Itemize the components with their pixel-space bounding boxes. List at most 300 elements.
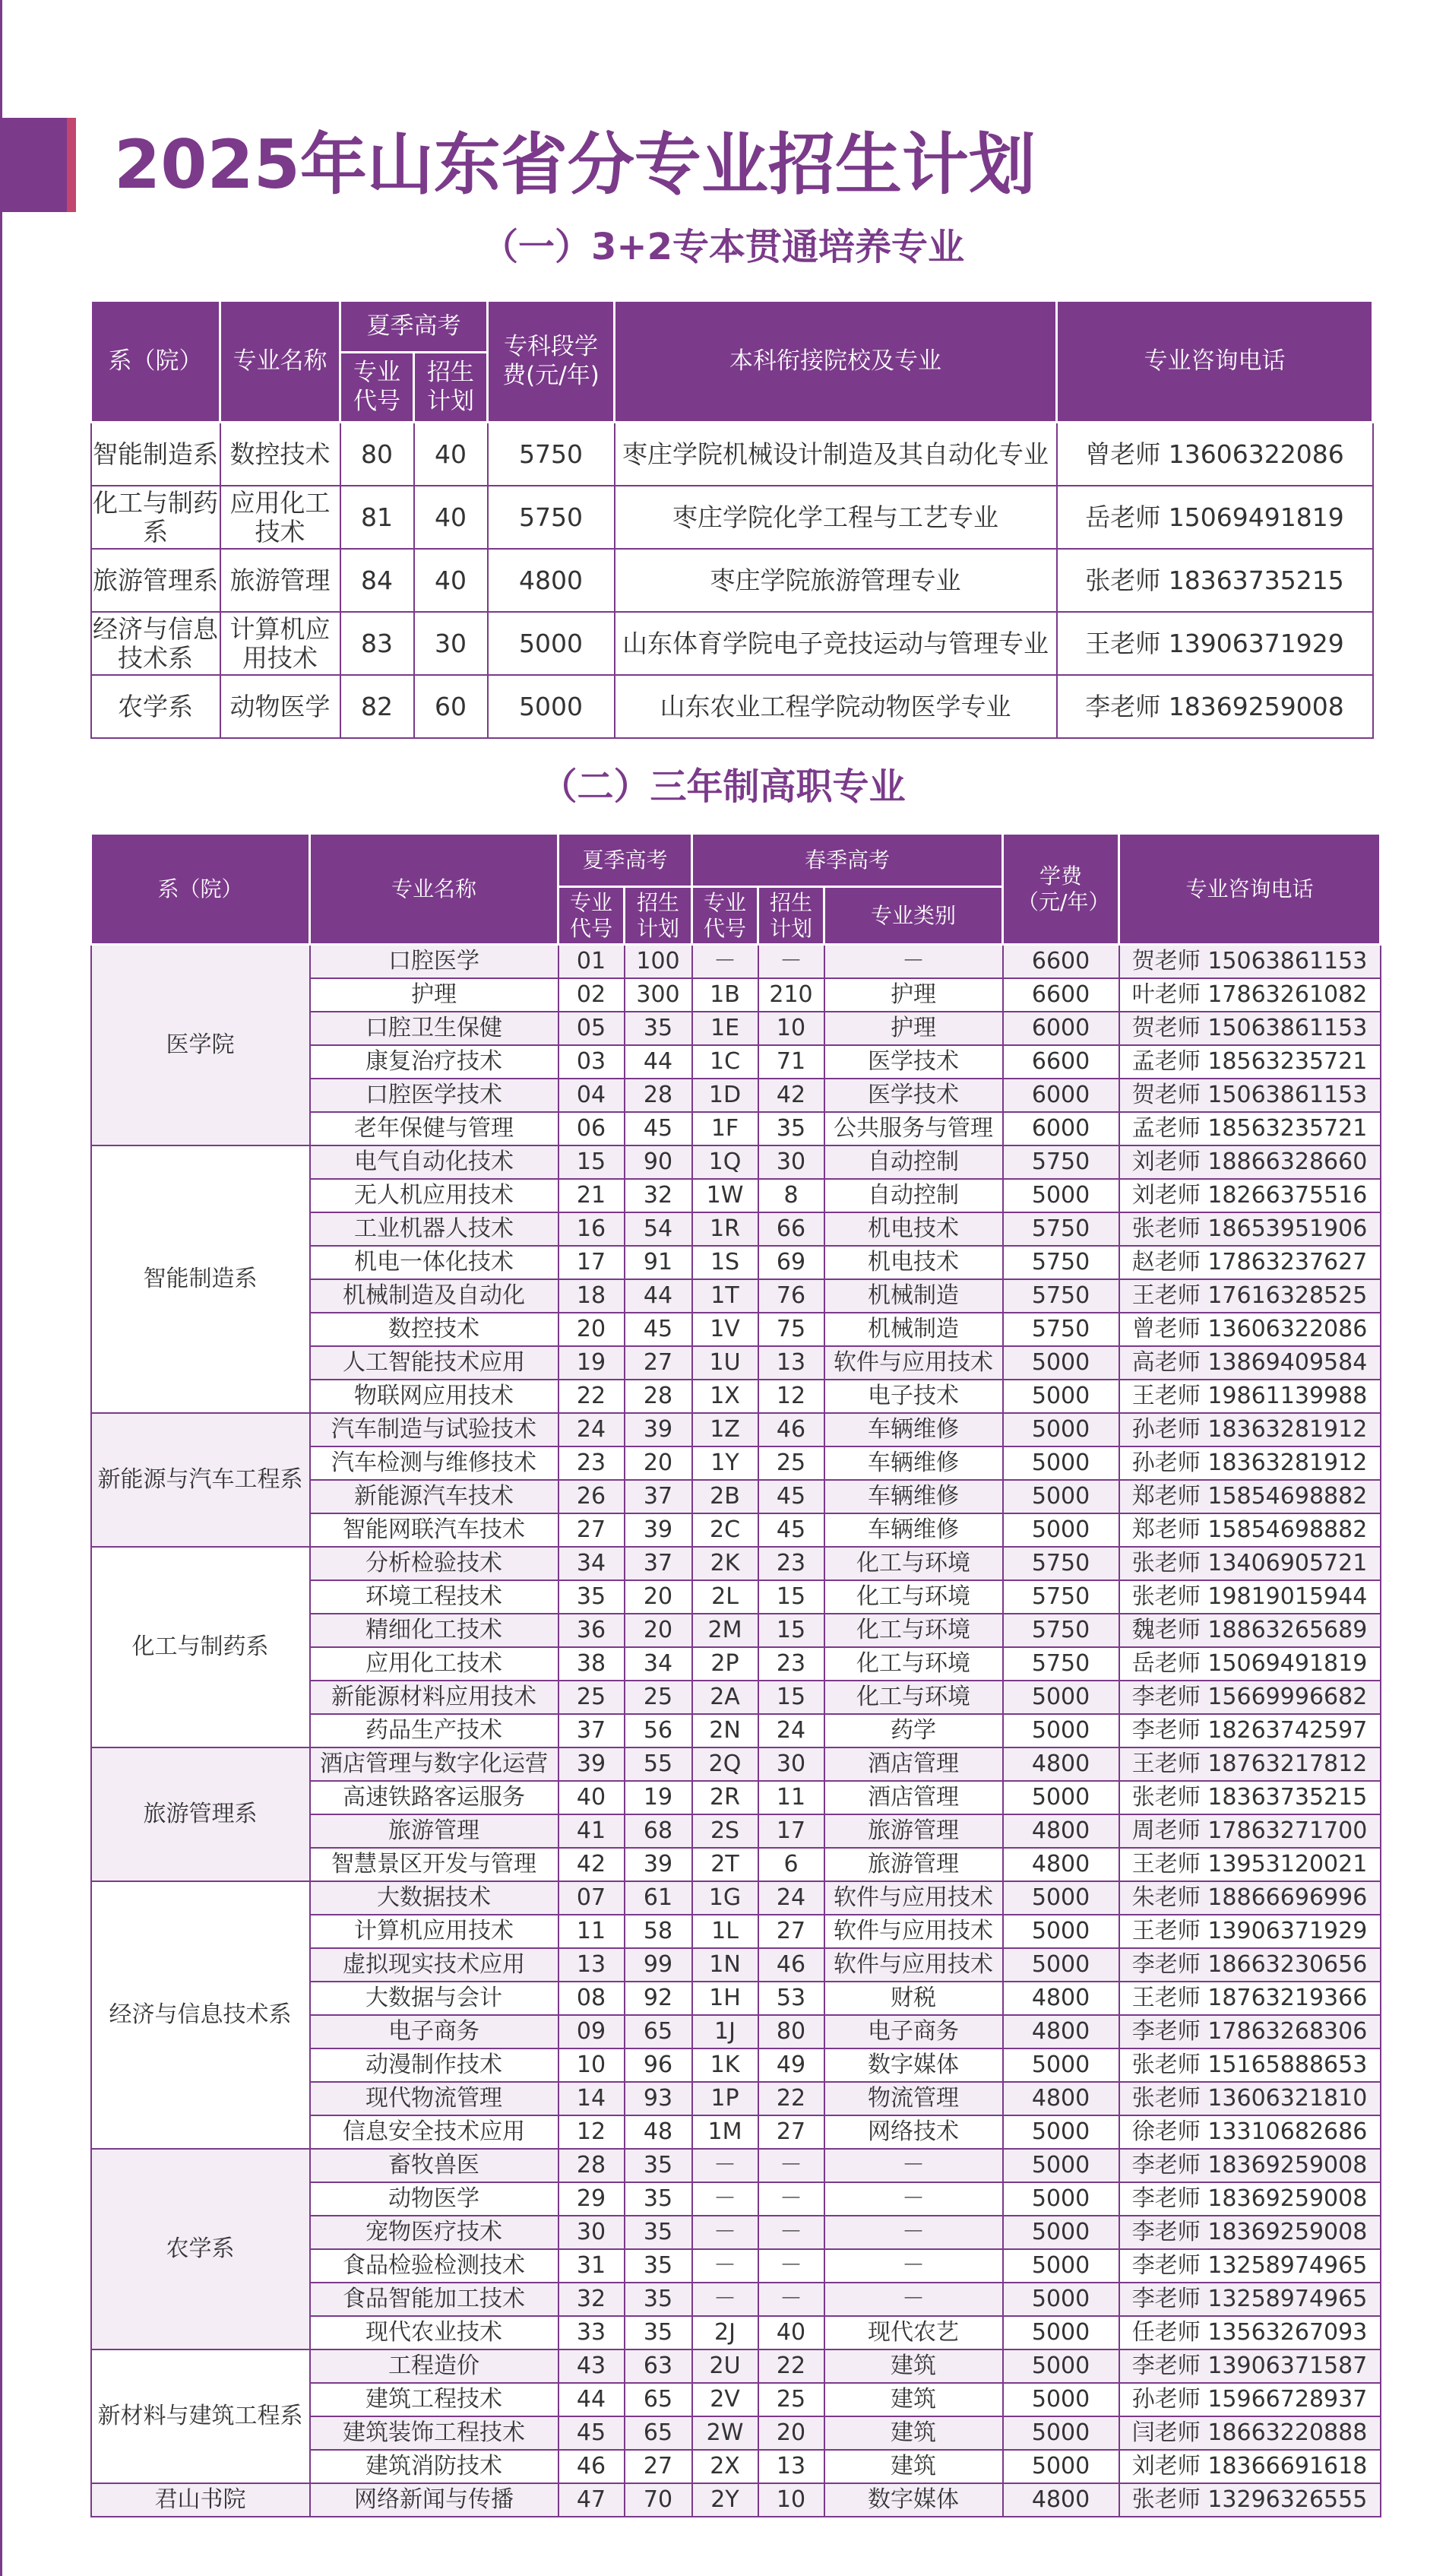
spring-code-cell: 2N (692, 1714, 758, 1747)
summer-plan-cell: 27 (625, 2450, 692, 2483)
major-cell: 食品智能加工技术 (310, 2283, 558, 2316)
phone-cell: 叶老师 17863261082 (1119, 978, 1381, 1012)
tuition-cell: 5000 (1003, 1881, 1119, 1915)
spring-code-cell: 1M (692, 2115, 758, 2149)
summer-code-cell: 13 (558, 1948, 625, 1982)
spring-code-cell: 2A (692, 1681, 758, 1714)
summer-plan-cell: 39 (625, 1513, 692, 1547)
summer-plan-cell: 20 (625, 1614, 692, 1647)
phone-cell: 李老师 18369259008 (1119, 2216, 1381, 2249)
major-code-cell: 80 (340, 423, 414, 486)
phone-cell: 曾老师 13606322086 (1119, 1313, 1381, 1346)
spring-category-cell: 化工与环境 (824, 1547, 1003, 1580)
phone-cell: 贺老师 15063861153 (1119, 1012, 1381, 1045)
table-row (91, 1747, 1381, 1781)
major-cell: 动漫制作技术 (310, 2048, 558, 2082)
summer-code-cell: 20 (558, 1313, 625, 1346)
spring-plan-cell: 30 (758, 1145, 824, 1179)
table-row (91, 1413, 1381, 1446)
summer-code-cell: 32 (558, 2283, 625, 2316)
summer-code-cell: 06 (558, 1112, 625, 1145)
phone-cell: 王老师 18763219366 (1119, 1982, 1381, 2015)
summer-plan-cell: 35 (625, 2316, 692, 2349)
major-code-cell: 84 (340, 549, 414, 612)
section1-title: （一）3+2专本贯通培养专业 (481, 226, 965, 268)
summer-code-cell: 36 (558, 1614, 625, 1647)
spring-category-cell: － (824, 945, 1003, 979)
header-department: 系（院） (91, 301, 220, 423)
spring-code-cell: 1W (692, 1179, 758, 1212)
header-summer-exam: 夏季高考 (558, 834, 692, 887)
tuition-cell: 6600 (1003, 945, 1119, 979)
phone-cell: 王老师 13906371929 (1119, 1915, 1381, 1948)
summer-plan-cell: 100 (625, 945, 692, 979)
summer-code-cell: 02 (558, 978, 625, 1012)
spring-code-cell: － (692, 2216, 758, 2249)
tuition-cell: 5000 (1003, 1948, 1119, 1982)
summer-plan-cell: 63 (625, 2349, 692, 2383)
table-row (91, 612, 1373, 675)
phone-cell: 孙老师 18363281912 (1119, 1446, 1381, 1480)
summer-code-cell: 22 (558, 1380, 625, 1413)
header-phone: 专业咨询电话 (1057, 301, 1373, 423)
spring-category-cell: 酒店管理 (824, 1747, 1003, 1781)
summer-code-cell: 37 (558, 1714, 625, 1747)
summer-plan-cell: 45 (625, 1313, 692, 1346)
summer-code-cell: 08 (558, 1982, 625, 2015)
spring-category-cell: 车辆维修 (824, 1413, 1003, 1446)
major-cell: 现代物流管理 (310, 2082, 558, 2115)
spring-code-cell: 2B (692, 1480, 758, 1513)
spring-category-cell: 机电技术 (824, 1212, 1003, 1246)
spring-code-cell: 2T (692, 1848, 758, 1881)
spring-code-cell: 2J (692, 2316, 758, 2349)
summer-plan-cell: 35 (625, 2216, 692, 2249)
department-cell: 君山书院 (91, 2483, 310, 2517)
summer-plan-cell: 35 (625, 2182, 692, 2216)
spring-plan-cell: 10 (758, 1012, 824, 1045)
tuition-cell: 5750 (1003, 1212, 1119, 1246)
spring-plan-cell: 49 (758, 2048, 824, 2082)
phone-cell: 李老师 18663230656 (1119, 1948, 1381, 1982)
phone-cell: 刘老师 18366691618 (1119, 2450, 1381, 2483)
spring-plan-cell: － (758, 2249, 824, 2283)
spring-category-cell: 建筑 (824, 2349, 1003, 2383)
major-cell: 应用化工技术 (220, 486, 340, 549)
summer-code-cell: 09 (558, 2015, 625, 2048)
spring-code-cell: 1R (692, 1212, 758, 1246)
phone-cell: 张老师 18653951906 (1119, 1212, 1381, 1246)
spring-plan-cell: 27 (758, 2115, 824, 2149)
spring-code-cell: － (692, 945, 758, 979)
tuition-cell: 4800 (1003, 1848, 1119, 1881)
summer-code-cell: 28 (558, 2149, 625, 2182)
summer-code-cell: 30 (558, 2216, 625, 2249)
university-cell: 山东体育学院电子竞技运动与管理专业 (615, 612, 1057, 675)
phone-cell: 魏老师 18863265689 (1119, 1614, 1381, 1647)
spring-plan-cell: 20 (758, 2416, 824, 2450)
summer-plan-cell: 56 (625, 1714, 692, 1747)
tuition-cell: 5000 (1003, 2249, 1119, 2283)
header-spring-code: 专业代号 (692, 887, 758, 945)
spring-plan-cell: 11 (758, 1781, 824, 1814)
summer-code-cell: 04 (558, 1079, 625, 1112)
spring-plan-cell: 45 (758, 1513, 824, 1547)
summer-plan-cell: 48 (625, 2115, 692, 2149)
major-code-cell: 83 (340, 612, 414, 675)
major-cell: 建筑工程技术 (310, 2383, 558, 2416)
major-cell: 物联网应用技术 (310, 1380, 558, 1413)
department-cell: 旅游管理系 (91, 549, 220, 612)
spring-category-cell: 网络技术 (824, 2115, 1003, 2149)
major-cell: 精细化工技术 (310, 1614, 558, 1647)
department-cell: 经济与信息技术系 (91, 612, 220, 675)
spring-plan-cell: 10 (758, 2483, 824, 2517)
tuition-cell: 6600 (1003, 1045, 1119, 1079)
university-cell: 山东农业工程学院动物医学专业 (615, 675, 1057, 738)
summer-code-cell: 16 (558, 1212, 625, 1246)
spring-code-cell: 1V (692, 1313, 758, 1346)
tuition-cell: 5000 (1003, 1413, 1119, 1446)
spring-code-cell: 1G (692, 1881, 758, 1915)
major-cell: 工业机器人技术 (310, 1212, 558, 1246)
tuition-cell: 5750 (1003, 1279, 1119, 1313)
tuition-cell: 5000 (1003, 1915, 1119, 1948)
phone-cell: 徐老师 13310682686 (1119, 2115, 1381, 2149)
plan-cell: 30 (414, 612, 488, 675)
spring-category-cell: 化工与环境 (824, 1647, 1003, 1681)
phone-cell: 李老师 13906371587 (1119, 2349, 1381, 2383)
phone-cell: 李老师 13258974965 (1119, 2283, 1381, 2316)
phone-cell: 李老师 18369259008 (1119, 2182, 1381, 2216)
phone-cell: 李老师 18263742597 (1119, 1714, 1381, 1747)
tuition-cell: 5000 (1003, 2048, 1119, 2082)
phone-cell: 李老师 15669996682 (1119, 1681, 1381, 1714)
summer-code-cell: 47 (558, 2483, 625, 2517)
spring-category-cell: － (824, 2149, 1003, 2182)
major-cell: 宠物医疗技术 (310, 2216, 558, 2249)
spring-code-cell: 2L (692, 1580, 758, 1614)
tuition-cell: 4800 (1003, 2015, 1119, 2048)
phone-cell: 贺老师 15063861153 (1119, 1079, 1381, 1112)
spring-code-cell: 1S (692, 1246, 758, 1279)
header-summer-code: 专业代号 (558, 887, 625, 945)
major-cell: 口腔医学技术 (310, 1079, 558, 1112)
phone-cell: 李老师 18369259008 (1057, 675, 1373, 738)
spring-plan-cell: 23 (758, 1547, 824, 1580)
spring-code-cell: 2X (692, 2450, 758, 2483)
major-cell: 大数据与会计 (310, 1982, 558, 2015)
tuition-cell: 5000 (1003, 1179, 1119, 1212)
spring-category-cell: 电子技术 (824, 1380, 1003, 1413)
spring-code-cell: 2K (692, 1547, 758, 1580)
major-cell: 老年保健与管理 (310, 1112, 558, 1145)
tuition-cell: 5000 (488, 612, 615, 675)
phone-cell: 张老师 18363735215 (1057, 549, 1373, 612)
table-row (91, 423, 1373, 486)
spring-category-cell: 药学 (824, 1714, 1003, 1747)
major-cell: 分析检验技术 (310, 1547, 558, 1580)
spring-plan-cell: 46 (758, 1948, 824, 1982)
spring-code-cell: － (692, 2149, 758, 2182)
major-cell: 应用化工技术 (310, 1647, 558, 1681)
header-spring-category: 专业类别 (824, 887, 1003, 945)
summer-plan-cell: 68 (625, 1814, 692, 1848)
summer-code-cell: 45 (558, 2416, 625, 2450)
spring-code-cell: 2W (692, 2416, 758, 2450)
spring-category-cell: 公共服务与管理 (824, 1112, 1003, 1145)
tuition-cell: 5000 (1003, 2416, 1119, 2450)
major-cell: 口腔卫生保健 (310, 1012, 558, 1045)
table-row (91, 2349, 1381, 2383)
spring-plan-cell: 27 (758, 1915, 824, 1948)
summer-code-cell: 24 (558, 1413, 625, 1446)
major-code-cell: 82 (340, 675, 414, 738)
summer-plan-cell: 37 (625, 1480, 692, 1513)
phone-cell: 岳老师 15069491819 (1057, 486, 1373, 549)
phone-cell: 王老师 17616328525 (1119, 1279, 1381, 1313)
header-university: 本科衔接院校及专业 (615, 301, 1057, 423)
major-cell: 护理 (310, 978, 558, 1012)
header-major-code: 专业代号 (340, 353, 414, 423)
spring-category-cell: 建筑 (824, 2450, 1003, 2483)
summer-plan-cell: 65 (625, 2416, 692, 2450)
department-cell: 医学院 (91, 945, 310, 1146)
spring-plan-cell: 30 (758, 1747, 824, 1781)
phone-cell: 朱老师 18866696996 (1119, 1881, 1381, 1915)
phone-cell: 张老师 13606321810 (1119, 2082, 1381, 2115)
spring-plan-cell: 45 (758, 1480, 824, 1513)
spring-code-cell: － (692, 2182, 758, 2216)
major-cell: 计算机应用技术 (220, 612, 340, 675)
spring-category-cell: 财税 (824, 1982, 1003, 2015)
spring-code-cell: 1Q (692, 1145, 758, 1179)
summer-plan-cell: 44 (625, 1279, 692, 1313)
major-cell: 虚拟现实技术应用 (310, 1948, 558, 1982)
summer-code-cell: 17 (558, 1246, 625, 1279)
summer-plan-cell: 35 (625, 2249, 692, 2283)
spring-plan-cell: － (758, 2149, 824, 2182)
phone-cell: 孟老师 18563235721 (1119, 1112, 1381, 1145)
spring-code-cell: 1H (692, 1982, 758, 2015)
summer-plan-cell: 65 (625, 2383, 692, 2416)
spring-plan-cell: 13 (758, 1346, 824, 1380)
major-cell: 电气自动化技术 (310, 1145, 558, 1179)
university-cell: 枣庄学院旅游管理专业 (615, 549, 1057, 612)
university-cell: 枣庄学院化学工程与工艺专业 (615, 486, 1057, 549)
spring-category-cell: 软件与应用技术 (824, 1881, 1003, 1915)
spring-code-cell: 1L (692, 1915, 758, 1948)
spring-category-cell: 车辆维修 (824, 1480, 1003, 1513)
major-cell: 食品检验检测技术 (310, 2249, 558, 2283)
summer-code-cell: 12 (558, 2115, 625, 2149)
summer-plan-cell: 45 (625, 1112, 692, 1145)
summer-plan-cell: 19 (625, 1781, 692, 1814)
department-cell: 化工与制药系 (91, 1547, 310, 1747)
summer-code-cell: 34 (558, 1547, 625, 1580)
summer-plan-cell: 58 (625, 1915, 692, 1948)
spring-plan-cell: 8 (758, 1179, 824, 1212)
spring-code-cell: 2R (692, 1781, 758, 1814)
header-department: 系（院） (91, 834, 310, 945)
summer-code-cell: 27 (558, 1513, 625, 1547)
spring-category-cell: 数字媒体 (824, 2048, 1003, 2082)
spring-plan-cell: 75 (758, 1313, 824, 1346)
tuition-cell: 6600 (1003, 978, 1119, 1012)
tuition-cell: 5000 (1003, 2450, 1119, 2483)
summer-code-cell: 05 (558, 1012, 625, 1045)
summer-code-cell: 15 (558, 1145, 625, 1179)
spring-code-cell: 2P (692, 1647, 758, 1681)
tuition-cell: 5000 (1003, 2316, 1119, 2349)
spring-category-cell: － (824, 2182, 1003, 2216)
phone-cell: 郑老师 15854698882 (1119, 1513, 1381, 1547)
summer-code-cell: 01 (558, 945, 625, 979)
phone-cell: 曾老师 13606322086 (1057, 423, 1373, 486)
phone-cell: 张老师 15165888653 (1119, 2048, 1381, 2082)
spring-plan-cell: 15 (758, 1681, 824, 1714)
major-cell: 环境工程技术 (310, 1580, 558, 1614)
major-cell: 新能源汽车技术 (310, 1480, 558, 1513)
summer-code-cell: 35 (558, 1580, 625, 1614)
phone-cell: 王老师 18763217812 (1119, 1747, 1381, 1781)
phone-cell: 贺老师 15063861153 (1119, 945, 1381, 979)
tuition-cell: 5750 (488, 486, 615, 549)
summer-plan-cell: 34 (625, 1647, 692, 1681)
spring-code-cell: 2Y (692, 2483, 758, 2517)
summer-plan-cell: 55 (625, 1747, 692, 1781)
summer-code-cell: 25 (558, 1681, 625, 1714)
spring-code-cell: 1Y (692, 1446, 758, 1480)
major-cell: 动物医学 (220, 675, 340, 738)
major-cell: 康复治疗技术 (310, 1045, 558, 1079)
title-accent-stripe (67, 118, 76, 212)
summer-plan-cell: 61 (625, 1881, 692, 1915)
phone-cell: 孟老师 18563235721 (1119, 1045, 1381, 1079)
spring-plan-cell: 22 (758, 2349, 824, 2383)
major-cell: 无人机应用技术 (310, 1179, 558, 1212)
header-major: 专业名称 (310, 834, 558, 945)
left-rail-decoration (0, 0, 2, 2576)
spring-category-cell: － (824, 2283, 1003, 2316)
tuition-cell: 5000 (1003, 1380, 1119, 1413)
summer-plan-cell: 35 (625, 2149, 692, 2182)
spring-code-cell: 1U (692, 1346, 758, 1380)
summer-code-cell: 11 (558, 1915, 625, 1948)
table-row (91, 1881, 1381, 1915)
major-cell: 数控技术 (220, 423, 340, 486)
tuition-cell: 5750 (1003, 1647, 1119, 1681)
major-cell: 智慧景区开发与管理 (310, 1848, 558, 1881)
table-row (91, 549, 1373, 612)
phone-cell: 刘老师 18866328660 (1119, 1145, 1381, 1179)
header-major: 专业名称 (220, 301, 340, 423)
major-cell: 汽车检测与维修技术 (310, 1446, 558, 1480)
header-enrollment-plan: 招生计划 (414, 353, 488, 423)
spring-category-cell: － (824, 2216, 1003, 2249)
spring-category-cell: 软件与应用技术 (824, 1915, 1003, 1948)
spring-plan-cell: 6 (758, 1848, 824, 1881)
spring-category-cell: 护理 (824, 978, 1003, 1012)
spring-code-cell: 2C (692, 1513, 758, 1547)
spring-plan-cell: 15 (758, 1614, 824, 1647)
phone-cell: 李老师 13258974965 (1119, 2249, 1381, 2283)
spring-code-cell: 1T (692, 1279, 758, 1313)
spring-code-cell: － (692, 2283, 758, 2316)
summer-code-cell: 38 (558, 1647, 625, 1681)
spring-plan-cell: 76 (758, 1279, 824, 1313)
summer-code-cell: 33 (558, 2316, 625, 2349)
major-cell: 机电一体化技术 (310, 1246, 558, 1279)
table-row (91, 2149, 1381, 2182)
phone-cell: 张老师 18363735215 (1119, 1781, 1381, 1814)
spring-code-cell: 1Z (692, 1413, 758, 1446)
plan-cell: 40 (414, 549, 488, 612)
spring-code-cell: 2Q (692, 1747, 758, 1781)
tuition-cell: 4800 (1003, 2082, 1119, 2115)
summer-plan-cell: 25 (625, 1681, 692, 1714)
spring-plan-cell: 35 (758, 1112, 824, 1145)
major-cell: 旅游管理 (220, 549, 340, 612)
summer-code-cell: 26 (558, 1480, 625, 1513)
spring-category-cell: 车辆维修 (824, 1446, 1003, 1480)
summer-code-cell: 10 (558, 2048, 625, 2082)
tuition-cell: 4800 (1003, 1982, 1119, 2015)
spring-plan-cell: 53 (758, 1982, 824, 2015)
header-tuition: 专科段学费(元/年) (488, 301, 615, 423)
summer-plan-cell: 93 (625, 2082, 692, 2115)
spring-code-cell: 1K (692, 2048, 758, 2082)
summer-code-cell: 31 (558, 2249, 625, 2283)
spring-plan-cell: 22 (758, 2082, 824, 2115)
page-title: 2025年山东省分专业招生计划 (114, 125, 1036, 204)
summer-code-cell: 18 (558, 1279, 625, 1313)
tuition-cell: 4800 (1003, 2483, 1119, 2517)
summer-code-cell: 39 (558, 1747, 625, 1781)
summer-code-cell: 07 (558, 1881, 625, 1915)
phone-cell: 张老师 19819015944 (1119, 1580, 1381, 1614)
summer-code-cell: 40 (558, 1781, 625, 1814)
spring-plan-cell: 24 (758, 1881, 824, 1915)
summer-plan-cell: 96 (625, 2048, 692, 2082)
summer-plan-cell: 99 (625, 1948, 692, 1982)
summer-plan-cell: 27 (625, 1346, 692, 1380)
spring-code-cell: 1D (692, 1079, 758, 1112)
summer-plan-cell: 65 (625, 2015, 692, 2048)
spring-plan-cell: － (758, 2182, 824, 2216)
major-cell: 动物医学 (310, 2182, 558, 2216)
major-cell: 建筑装饰工程技术 (310, 2416, 558, 2450)
spring-code-cell: 1X (692, 1380, 758, 1413)
tuition-cell: 4800 (1003, 1814, 1119, 1848)
spring-category-cell: 医学技术 (824, 1079, 1003, 1112)
spring-plan-cell: 71 (758, 1045, 824, 1079)
summer-plan-cell: 39 (625, 1413, 692, 1446)
spring-plan-cell: － (758, 945, 824, 979)
spring-plan-cell: 23 (758, 1647, 824, 1681)
spring-category-cell: 电子商务 (824, 2015, 1003, 2048)
spring-category-cell: 机械制造 (824, 1313, 1003, 1346)
summer-plan-cell: 54 (625, 1212, 692, 1246)
spring-code-cell: 1J (692, 2015, 758, 2048)
spring-code-cell: 1P (692, 2082, 758, 2115)
summer-code-cell: 42 (558, 1848, 625, 1881)
phone-cell: 郑老师 15854698882 (1119, 1480, 1381, 1513)
spring-category-cell: 建筑 (824, 2383, 1003, 2416)
tuition-cell: 5000 (1003, 1781, 1119, 1814)
phone-cell: 周老师 17863271700 (1119, 1814, 1381, 1848)
department-cell: 农学系 (91, 2149, 310, 2349)
